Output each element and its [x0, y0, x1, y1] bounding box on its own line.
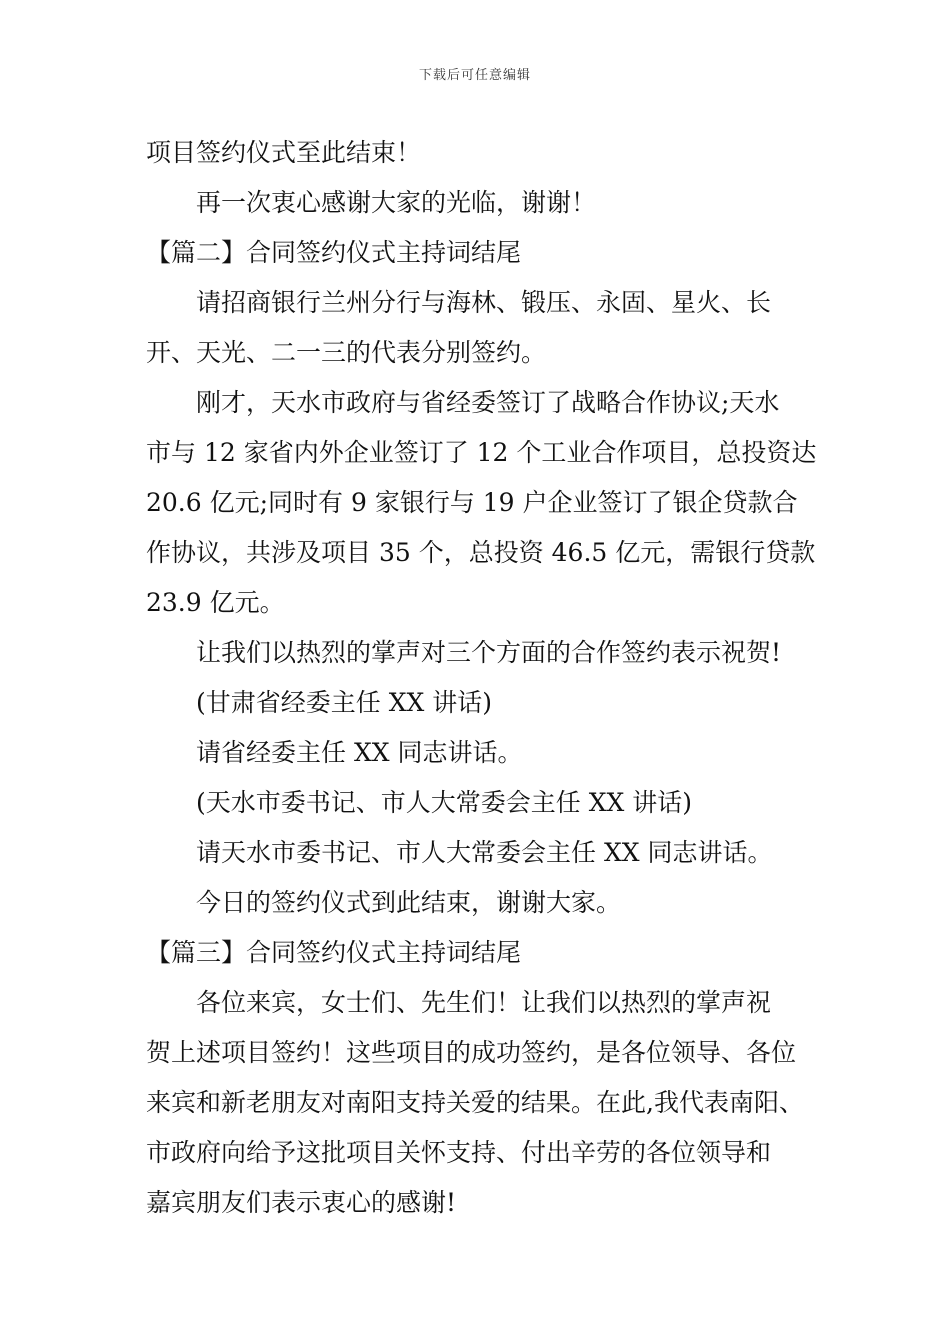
body-line: 来宾和新老朋友对南阳支持关爱的结果。在此,我代表南阳、 [146, 1088, 804, 1117]
body-line: (甘肃省经委主任 XX 讲话) [196, 688, 492, 717]
page-header-note: 下载后可任意编辑 [418, 68, 531, 83]
body-line: 请招商银行兰州分行与海林、锻压、永固、星火、长 [196, 288, 772, 317]
body-line: 作协议，共涉及项目 35 个，总投资 46.5 亿元，需银行贷款 [146, 538, 816, 567]
body-line: 请省经委主任 XX 同志讲话。 [196, 738, 523, 767]
body-line: 市与 12 家省内外企业签订了 12 个工业合作项目，总投资达 [146, 438, 817, 467]
body-line: 开、天光、二一三的代表分别签约。 [146, 338, 547, 367]
body-line: 请天水市委书记、市人大常委会主任 XX 同志讲话。 [196, 838, 773, 867]
section-heading: 【篇二】合同签约仪式主持词结尾 [146, 238, 522, 267]
body-line: 市政府向给予这批项目关怀支持、付出辛劳的各位领导和 [146, 1138, 772, 1167]
body-line: 再一次衷心感谢大家的光临，谢谢！ [196, 188, 597, 217]
body-line: 让我们以热烈的掌声对三个方面的合作签约表示祝贺! [196, 638, 782, 667]
section-heading: 【篇三】合同签约仪式主持词结尾 [146, 938, 522, 967]
body-line: 嘉宾朋友们表示衷心的感谢! [146, 1188, 457, 1217]
body-line: 贺上述项目签约！这些项目的成功签约，是各位领导、各位 [146, 1038, 797, 1067]
body-line: 刚才，天水市政府与省经委签订了战略合作协议;天水 [196, 388, 780, 417]
document-body [146, 128, 817, 1228]
body-line: 23.9 亿元。 [146, 588, 285, 617]
body-line: 项目签约仪式至此结束！ [146, 138, 422, 167]
body-line: (天水市委书记、市人大常委会主任 XX 讲话) [196, 788, 692, 817]
body-line: 20.6 亿元;同时有 9 家银行与 19 户企业签订了银企贷款合 [146, 488, 798, 517]
body-line: 今日的签约仪式到此结束，谢谢大家。 [196, 888, 622, 917]
body-line: 各位来宾，女士们、先生们！让我们以热烈的掌声祝 [196, 988, 772, 1017]
